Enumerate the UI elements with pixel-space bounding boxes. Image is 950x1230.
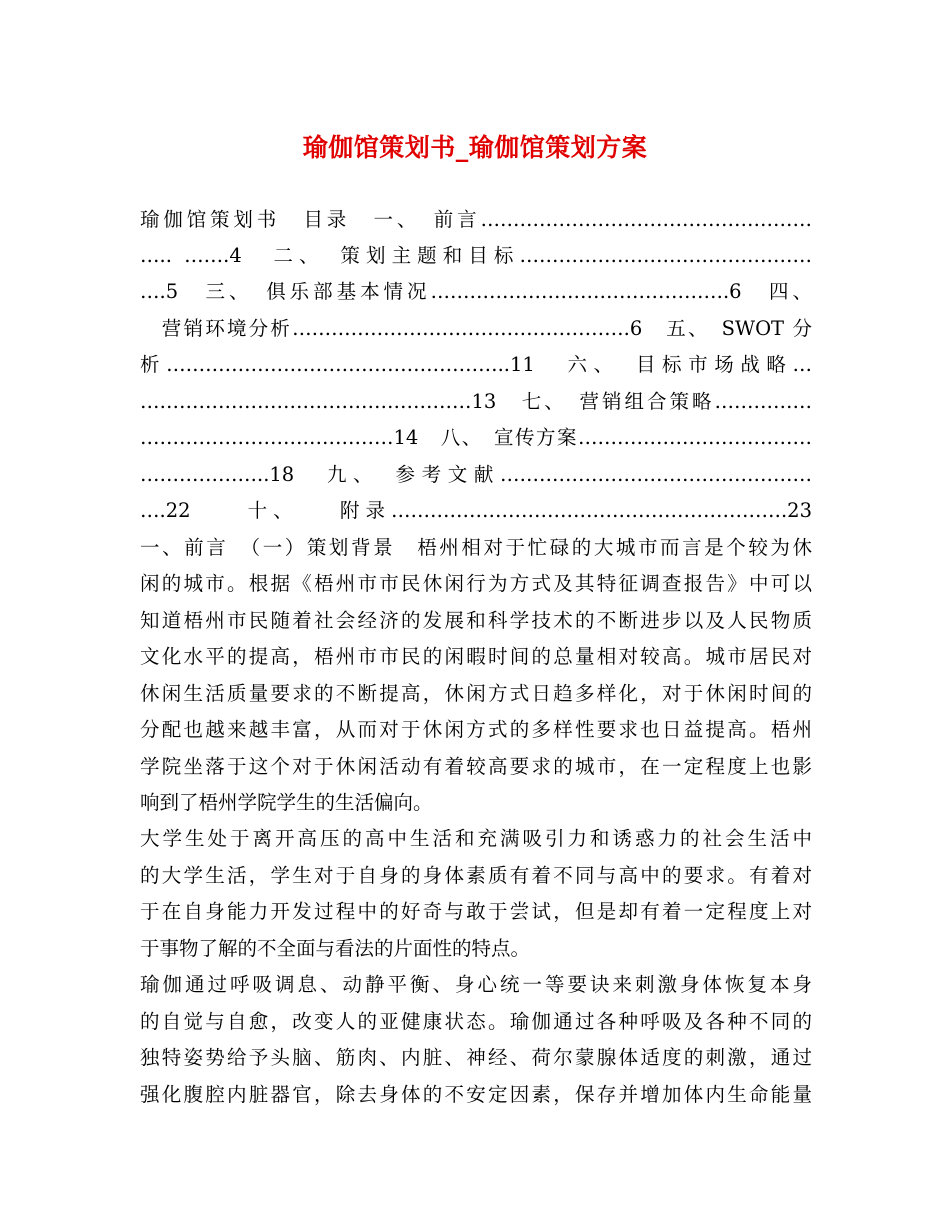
body-line: 一、前言 （一）策划背景 梧州相对于忙碌的大城市而言是个较为休 xyxy=(140,536,812,559)
body-line: 析……………………………………………..11 六、 目标市场战略… xyxy=(140,353,812,376)
body-line: 分配也越来越丰富，从而对于休闲方式的多样性要求也日益提高。梧州 xyxy=(140,718,812,741)
body-line: 文化水平的提高，梧州市市民的闲暇时间的总量相对较高。城市居民对 xyxy=(140,645,812,668)
body-line: ….22 十、 附录…………………………………………………….23 xyxy=(140,499,812,522)
body-line: ….. …….4 二、 策划主题和目标……………………………………… xyxy=(140,244,812,267)
body-line: 于事物了解的不全面与看法的片面性的特点。 xyxy=(140,937,531,960)
body-line: 知道梧州市民随着社会经济的发展和科学技术的不断进步以及人民物质 xyxy=(140,609,812,632)
body-line: 瑜伽通过呼吸调息、动静平衡、身心统一等要诀来刺激身体恢复本身 xyxy=(140,973,812,996)
document-title: 瑜伽馆策划书_瑜伽馆策划方案 xyxy=(302,133,648,162)
body-line: 响到了梧州学院学生的生活偏向。 xyxy=(140,791,433,814)
body-line: 瑜伽馆策划书 目录 一、 前言…………………………………………… xyxy=(140,208,812,231)
body-line: 学院坐落于这个对于休闲活动有着较高要求的城市，在一定程度上也影 xyxy=(140,755,812,778)
body-line: …………………………………14 八、 宣传方案……………………………… xyxy=(140,426,812,449)
body-line: 闲的城市。根据《梧州市市民休闲行为方式及其特征调查报告》中可以 xyxy=(140,572,812,595)
body-line: 的大学生活，学生对于自身的身体素质有着不同与高中的要求。有着对 xyxy=(140,864,812,887)
body-line: ….5 三、 俱乐部基本情况……………………………………….6 四、 xyxy=(140,280,812,303)
body-line: 强化腹腔内脏器官，除去身体的不安定因素，保存并增加体内生命能量 xyxy=(140,1083,812,1106)
body-line: 的自觉与自愈，改变人的亚健康状态。瑜伽通过各种呼吸及各种不同的 xyxy=(140,1010,812,1033)
body-line: 营销环境分析…………………………………………….6 五、 SWOT 分 xyxy=(140,317,812,340)
body-line: 于在自身能力开发过程中的好奇与敢于尝试，但是却有着一定程度上对 xyxy=(140,900,812,923)
body-line: ……………………………………………13 七、 营销组合策略…………… xyxy=(140,390,812,413)
body-line: 独特姿势给予头脑、筋肉、内脏、神经、荷尔蒙腺体适度的刺激，通过 xyxy=(140,1046,812,1069)
body-line: ………………..18 九、 参考文献………………………………………… xyxy=(140,463,812,486)
body-line: 大学生处于离开高压的高中生活和充满吸引力和诱惑力的社会生活中 xyxy=(140,827,812,850)
body-line: 休闲生活质量要求的不断提高，休闲方式日趋多样化，对于休闲时间的 xyxy=(140,682,812,705)
